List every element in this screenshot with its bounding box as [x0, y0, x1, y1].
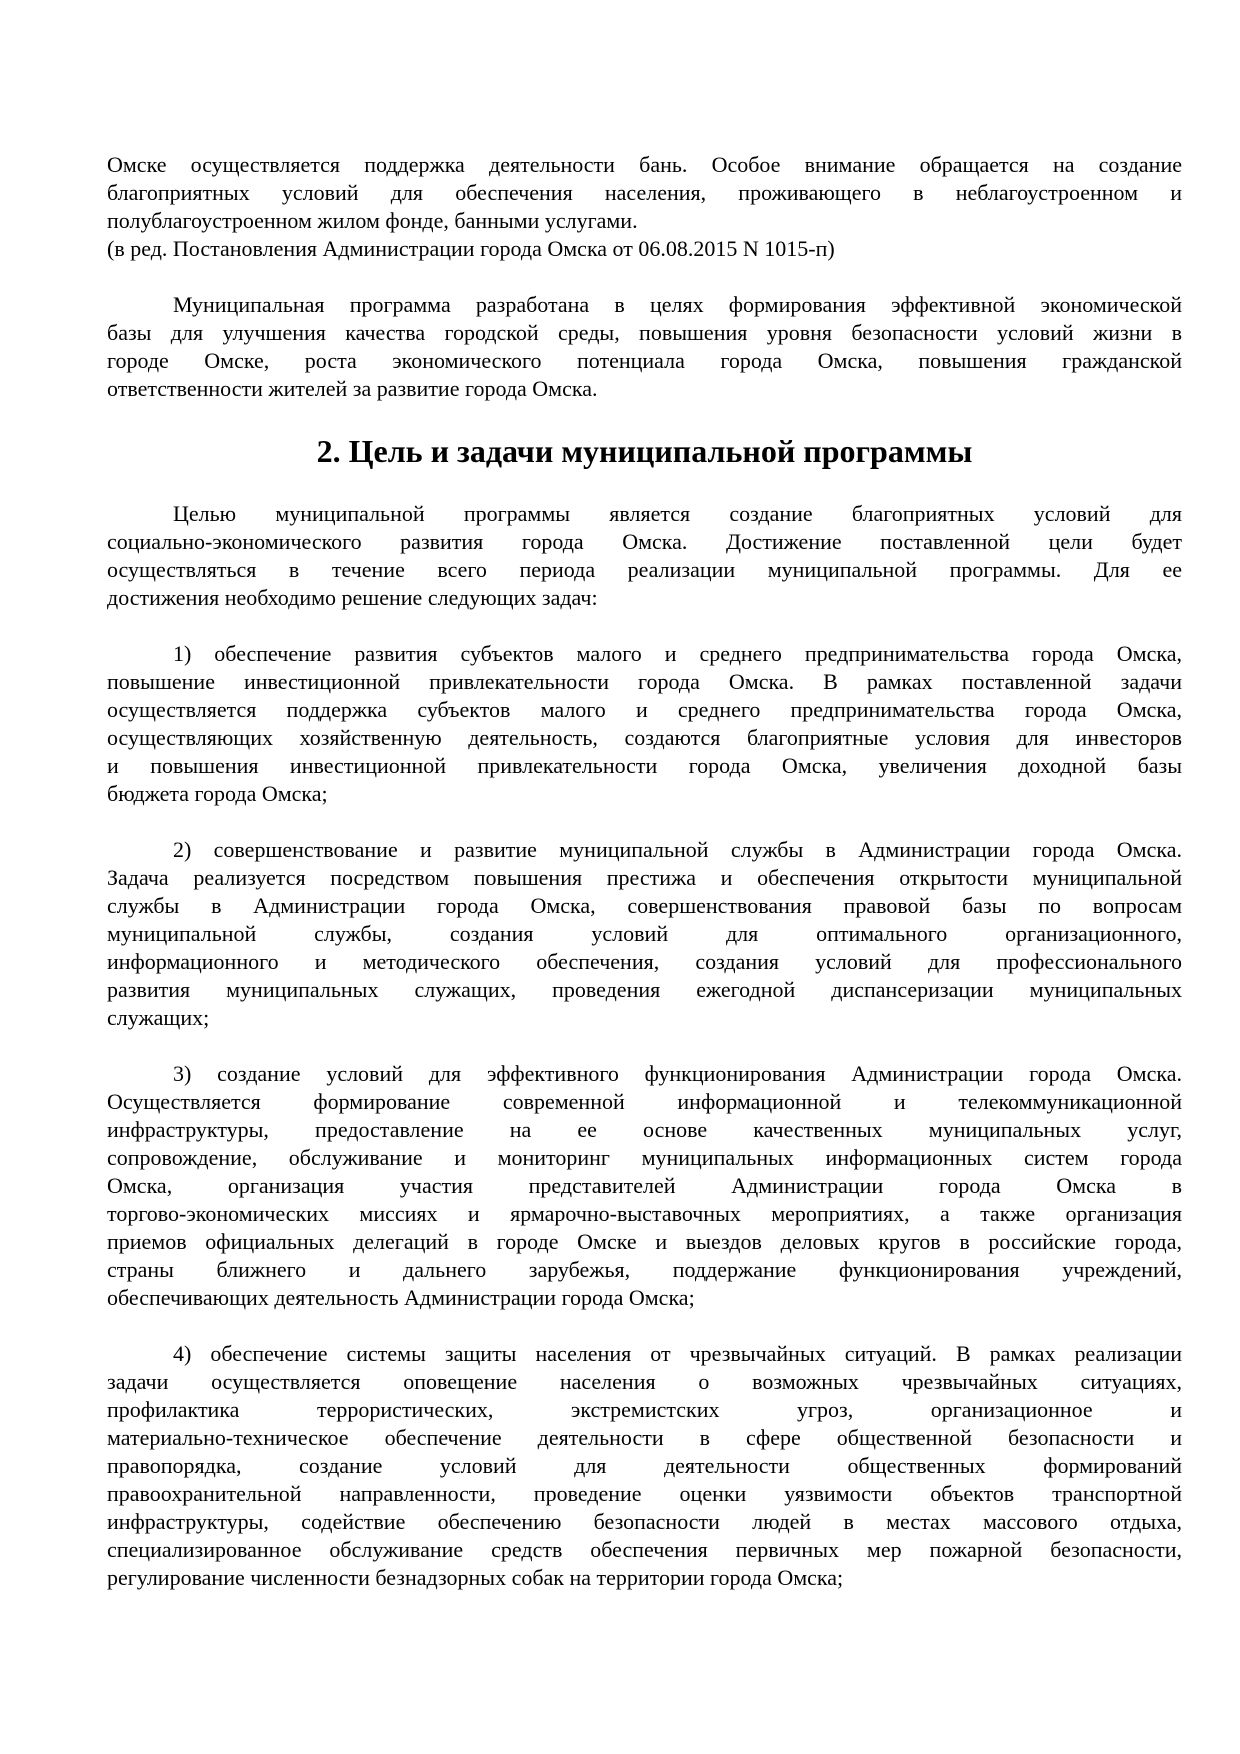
- text-line: городе Омске, роста экономического потенциала города Омска, повышения гражданской: [107, 348, 1182, 373]
- text-line: службы в Администрации города Омска, совершенствования правовой базы по вопросам: [107, 893, 1182, 918]
- paragraph-program-purpose: [107, 291, 1182, 403]
- text-line: благоприятных условий для обеспечения населения, проживающего в неблагоустроенном и: [107, 180, 1182, 205]
- paragraph-task-1: [107, 640, 1182, 808]
- text-line: базы для улучшения качества городской среды, повышения уровня безопасности условий жизни в: [107, 320, 1182, 345]
- text-line: Муниципальная программа разработана в целях формирования эффективной экономической: [173, 292, 1182, 317]
- text-line: муниципальной службы, создания условий для оптимального организационного,: [107, 921, 1182, 946]
- text-line: профилактика террористических, экстремистских угроз, организационное и: [107, 1397, 1182, 1422]
- text-line: специализированное обслуживание средств обеспечения первичных мер пожарной безопасности,: [107, 1537, 1182, 1562]
- text-line: (в ред. Постановления Администрации города Омска от 06.08.2015 N 1015-п): [107, 236, 835, 261]
- text-line: и повышения инвестиционной привлекательности города Омска, увеличения доходной базы: [107, 753, 1182, 778]
- text-line: Омска, организация участия представителей Администрации города Омска в: [107, 1173, 1182, 1198]
- text-line: повышение инвестиционной привлекательности города Омска. В рамках поставленной задачи: [107, 669, 1182, 694]
- text-line: сопровождение, обслуживание и мониторинг муниципальных информационных систем города: [107, 1145, 1182, 1170]
- text-line: развития муниципальных служащих, проведения ежегодной диспансеризации муниципальных: [107, 977, 1182, 1002]
- text-line: правоохранительной направленности, проведение оценки уязвимости объектов транспортной: [107, 1481, 1182, 1506]
- text-line: социально-экономического развития города Омска. Достижение поставленной цели будет: [107, 529, 1182, 554]
- text-line: осуществляться в течение всего периода реализации муниципальной программы. Для ее: [107, 557, 1182, 582]
- text-line: бюджета города Омска;: [107, 781, 328, 806]
- paragraph-goal: [107, 500, 1182, 612]
- text-line: Целью муниципальной программы является создание благоприятных условий для: [173, 501, 1182, 526]
- text-line: Омске осуществляется поддержка деятельности бань. Особое внимание обращается на создание: [107, 152, 1182, 177]
- edit-note: [107, 235, 1182, 263]
- text-line: служащих;: [107, 1005, 210, 1030]
- paragraph-task-3: [107, 1060, 1182, 1312]
- text-line: 3) создание условий для эффективного функционирования Администрации города Омска.: [173, 1061, 1182, 1086]
- text-line: осуществляющих хозяйственную деятельность, создаются благоприятные условия для инвесторов: [107, 725, 1182, 750]
- paragraph-continuation: [107, 151, 1182, 235]
- paragraph-task-4: [107, 1340, 1182, 1592]
- text-line: полублагоустроенном жилом фонде, банными услугами.: [107, 208, 638, 233]
- paragraph-task-2: [107, 836, 1182, 1032]
- text-line: ответственности жителей за развитие города Омска.: [107, 376, 598, 401]
- text-line: информационного и методического обеспечения, создания условий для профессионального: [107, 949, 1182, 974]
- text-line: приемов официальных делегаций в городе Омске и выездов деловых кругов в российские города,: [107, 1229, 1182, 1254]
- text-line: 2. Цель и задачи муниципальной программы: [316, 433, 973, 469]
- text-line: задачи осуществляется оповещение населения о возможных чрезвычайных ситуациях,: [107, 1369, 1182, 1394]
- text-line: инфраструктуры, содействие обеспечению безопасности людей в местах массового отдыха,: [107, 1509, 1182, 1534]
- text-line: 4) обеспечение системы защиты населения от чрезвычайных ситуаций. В рамках реализации: [173, 1341, 1182, 1366]
- text-line: инфраструктуры, предоставление на ее основе качественных муниципальных услуг,: [107, 1117, 1182, 1142]
- text-line: обеспечивающих деятельность Администрации города Омска;: [107, 1285, 695, 1310]
- document-content: [107, 151, 1182, 1592]
- text-line: осуществляется поддержка субъектов малого и среднего предпринимательства города Омска,: [107, 697, 1182, 722]
- text-line: страны ближнего и дальнего зарубежья, поддержание функционирования учреждений,: [107, 1257, 1182, 1282]
- text-line: Осуществляется формирование современной информационной и телекоммуникационной: [107, 1089, 1182, 1114]
- text-line: правопорядка, создание условий для деятельности общественных формирований: [107, 1453, 1182, 1478]
- text-line: достижения необходимо решение следующих задач:: [107, 585, 598, 610]
- section-heading: [107, 431, 1182, 472]
- text-line: 2) совершенствование и развитие муниципальной службы в Администрации города Омска.: [173, 837, 1182, 862]
- text-line: торгово-экономических миссиях и ярмарочно-выставочных мероприятиях, а также организация: [107, 1201, 1182, 1226]
- text-line: 1) обеспечение развития субъектов малого и среднего предпринимательства города Омска,: [173, 641, 1182, 666]
- text-line: Задача реализуется посредством повышения престижа и обеспечения открытости муниципальной: [107, 865, 1182, 890]
- text-line: материально-техническое обеспечение деятельности в сфере общественной безопасности и: [107, 1425, 1182, 1450]
- text-line: регулирование численности безнадзорных собак на территории города Омска;: [107, 1565, 844, 1590]
